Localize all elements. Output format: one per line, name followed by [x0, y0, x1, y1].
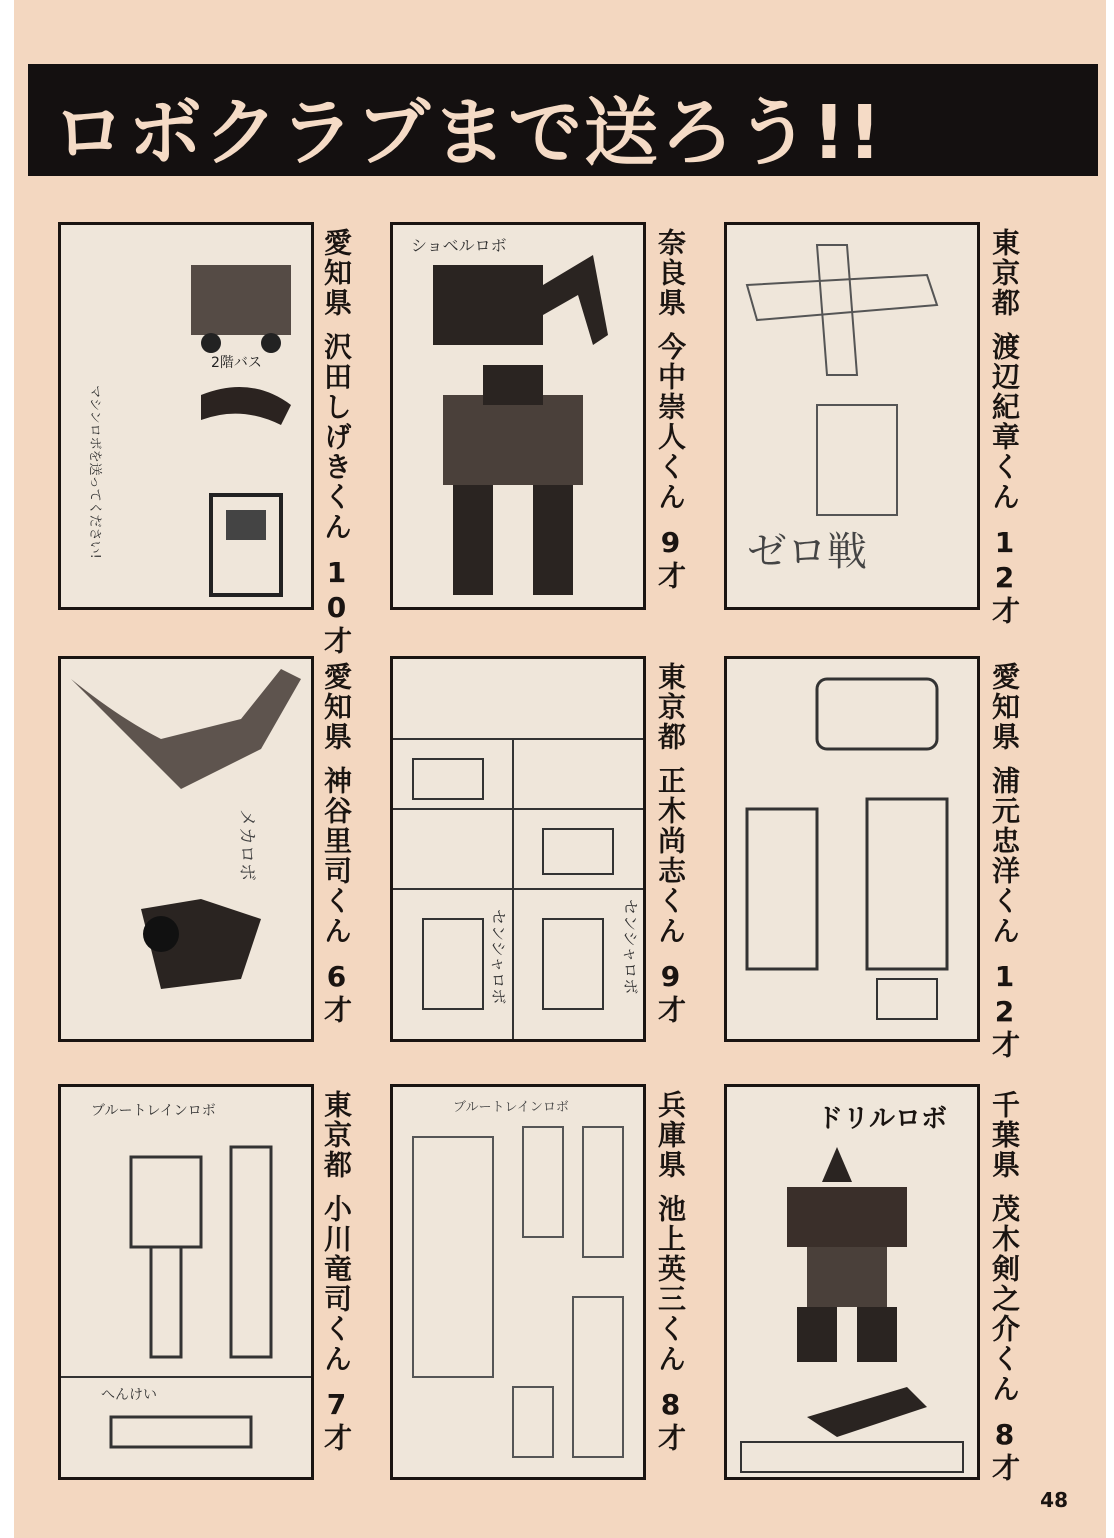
drawing-train-robot — [727, 659, 977, 1039]
drawing-shovel-robot — [393, 225, 643, 607]
caption-prefecture: 東京都 — [320, 1090, 353, 1180]
caption-entry-4 — [316, 662, 356, 1025]
page-title: ロボクラブまで送ろう!! — [52, 90, 884, 176]
drawing-label-zero: ゼロ戦 — [747, 529, 867, 575]
drawing-entry-4 — [58, 656, 314, 1042]
caption-age: 12才 — [988, 526, 1021, 626]
drawing-tank-robot — [393, 659, 643, 1039]
caption-entry-5 — [650, 662, 690, 1025]
drawing-label-henkei: へんけい — [101, 1387, 157, 1403]
caption-prefecture: 愛知県 — [320, 662, 353, 752]
caption-entry-8 — [650, 1090, 690, 1453]
caption-name: 茂木剣之介くん — [988, 1194, 1021, 1404]
caption-age: 9才 — [654, 526, 687, 591]
drawing-label-request: マシンロボを送ってください! — [87, 385, 102, 559]
drawing-mecha-robot — [61, 659, 311, 1039]
drawing-label-tank-2: センシャロボ — [621, 899, 640, 995]
caption-name: 渡辺紀章くん — [988, 332, 1021, 512]
drawing-label-shovel: ショベルロボ — [411, 236, 507, 255]
caption-age: 8才 — [654, 1388, 687, 1453]
page-edge-right — [1106, 0, 1114, 1538]
drawing-drill-robot — [727, 1087, 977, 1477]
caption-name: 浦元忠洋くん — [988, 766, 1021, 946]
caption-age: 9才 — [654, 960, 687, 1025]
drawing-blue-train-robot — [61, 1087, 311, 1477]
drawing-label-blue-train-2: ブルートレインロボ — [453, 1100, 569, 1115]
caption-prefecture: 奈良県 — [654, 228, 687, 318]
caption-prefecture: 愛知県 — [320, 228, 353, 318]
drawing-entry-5 — [390, 656, 646, 1042]
caption-name: 正木尚志くん — [654, 766, 687, 946]
caption-prefecture: 兵庫県 — [654, 1090, 687, 1180]
drawing-label-tank-1: センシャロボ — [489, 909, 508, 1005]
drawing-zero-fighter-robot — [727, 225, 977, 607]
drawing-entry-2 — [390, 222, 646, 610]
drawing-entry-3 — [724, 222, 980, 610]
caption-entry-7 — [316, 1090, 356, 1453]
caption-prefecture: 千葉県 — [988, 1090, 1021, 1180]
caption-prefecture: 愛知県 — [988, 662, 1021, 752]
caption-entry-2 — [650, 228, 690, 591]
caption-age: 8才 — [988, 1418, 1021, 1483]
caption-name: 神谷里司くん — [320, 766, 353, 946]
drawing-blue-train-robot-2 — [393, 1087, 643, 1477]
page-number: 48 — [1040, 1488, 1068, 1512]
drawing-bus-robot — [61, 225, 311, 607]
drawing-entry-7 — [58, 1084, 314, 1480]
caption-prefecture: 東京都 — [654, 662, 687, 752]
caption-entry-6 — [984, 662, 1024, 1060]
caption-name: 沢田しげきくん — [320, 332, 353, 542]
caption-age: 6才 — [320, 960, 353, 1025]
caption-name: 池上英三くん — [654, 1194, 687, 1374]
drawing-label-drill: ドリルロボ — [817, 1104, 948, 1134]
caption-age: 12才 — [988, 960, 1021, 1060]
caption-age: 10才 — [320, 556, 353, 656]
drawing-label-blue-train: ブルートレインロボ — [91, 1103, 216, 1119]
drawing-entry-6 — [724, 656, 980, 1042]
caption-age: 7才 — [320, 1388, 353, 1453]
drawing-label-mecha: メカロボ — [236, 809, 257, 881]
caption-entry-1 — [316, 228, 356, 656]
caption-entry-9 — [984, 1090, 1024, 1483]
drawing-entry-1 — [58, 222, 314, 610]
caption-prefecture: 東京都 — [988, 228, 1021, 318]
caption-name: 今中崇人くん — [654, 332, 687, 512]
drawing-entry-9 — [724, 1084, 980, 1480]
caption-entry-3 — [984, 228, 1024, 626]
drawing-label-bus: 2階バス — [211, 355, 262, 371]
page-edge-left — [0, 0, 14, 1538]
drawing-entry-8 — [390, 1084, 646, 1480]
caption-name: 小川竜司くん — [320, 1194, 353, 1374]
